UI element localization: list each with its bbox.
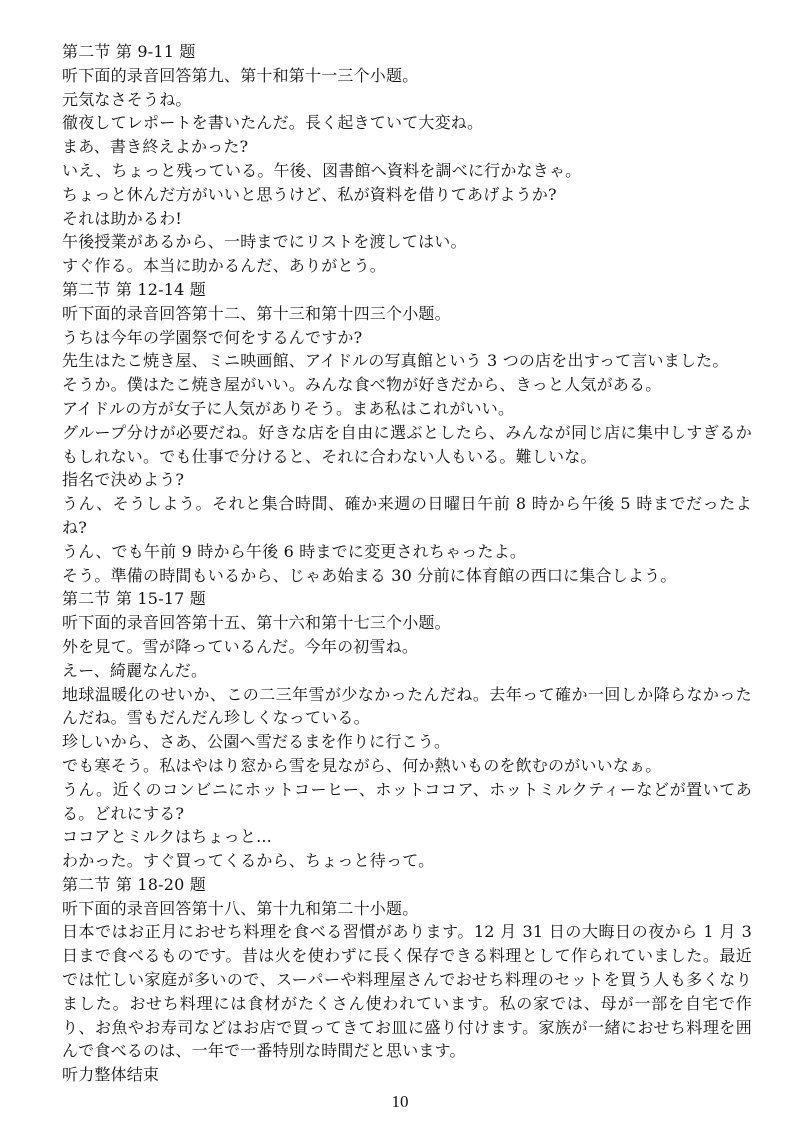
- section-heading: 第二节 第 18-20 题: [62, 874, 206, 894]
- dialogue-line: 珍しいから、さあ、公園へ雪だるまを作りに行こう。: [62, 732, 451, 752]
- dialogue-line: 地球温暖化のせいか、この二三年雪が少なかったんだね。去年って確か一回しか降らなかったんだね。雪もだんだん珍しくなっている。: [62, 684, 752, 728]
- dialogue-line: それは助かるわ!: [62, 208, 183, 228]
- dialogue-line: アイドルの方が女子に人気がありそう。まあ私はこれがいい。: [62, 398, 515, 418]
- section-instruction: 听下面的录音回答第十五、第十六和第十七三个小题。: [62, 613, 451, 633]
- page-number: 10: [391, 1092, 409, 1111]
- dialogue-line: うん、でも午前 9 時から午後 6 時までに変更されちゃったよ。: [62, 541, 527, 561]
- dialogue-line: そう。準備の時間もいるから、じゃあ始まる 30 分前に体育館の西口に集合しよう。: [62, 565, 677, 585]
- section-instruction: 听下面的录音回答第九、第十和第十一三个小题。: [62, 65, 419, 85]
- dialogue-line: うちは今年の学園祭で何をするんですか?: [62, 327, 363, 347]
- dialogue-line: えー、綺麗なんだ。: [62, 660, 208, 680]
- dialogue-line: そうか。僕はたこ焼き屋がいい。みんな食べ物が好きだから、きっと人気がある。: [62, 375, 662, 395]
- section-heading: 第二节 第 15-17 题: [62, 589, 206, 609]
- section-instruction: 听下面的录音回答第十二、第十三和第十四三个小题。: [62, 303, 451, 323]
- dialogue-line: ココアとミルクはちょっと...: [62, 827, 272, 847]
- section-15-17: [62, 587, 752, 873]
- dialogue-line: いえ、ちょっと残っている。午後、図書館へ資料を調べに行かなきゃ。: [62, 160, 582, 180]
- dialogue-line: グループ分けが必要だね。好きな店を自由に選ぶとしたら、みんなが同じ店に集中しすぎるかもしれない。でも仕事で分けると、それに合わない人もいる。難しいな。: [62, 422, 752, 466]
- section-instruction: 听下面的录音回答第十八、第十九和第二十小题。: [62, 898, 419, 918]
- dialogue-line: 指名で決めよう?: [62, 470, 185, 490]
- end-text: 听力整体结束: [62, 1065, 160, 1085]
- dialogue-line: すぐ作る。本当に助かるんだ、ありがとう。: [62, 256, 387, 276]
- monologue-paragraph: 日本ではお正月におせち料理を食べる習慣があります。12 月 31 日の大晦日の夜から 1 月 3 日まで食べるものです。昔は火を使わずに長く保存できる料理として作られていました。最近では忙しい家庭が多いので、スーパーや料理屋さんでおせち料理のセットを買う人も多くなりました。おせち料理には食材がたくさん使われています。私の家では、母が一部を自宅で作り、お魚やお寿司などはお店で買ってきてお皿に盛り付けます。家族が一緒におせち料理を囲んで食べるのは、一年で一番特別な時間だと思います。: [62, 922, 752, 1061]
- dialogue-line: うん、そうしよう。それと集合時間、確か来週の日曜日午前 8 時から午後 5 時までだったよね?: [62, 494, 752, 537]
- dialogue-line: でも寒そう。私はやはり窓から雪を見ながら、何か熱いものを飲むのがいいなぁ。: [62, 755, 662, 775]
- section-heading: 第二节 第 12-14 题: [62, 279, 206, 299]
- dialogue-line: 午後授業があるから、一時までにリストを渡してはい。: [62, 232, 467, 252]
- section-18-20: [62, 873, 752, 1063]
- section-12-14: [62, 278, 752, 587]
- dialogue-line: 先生はたこ焼き屋、ミニ映画館、アイドルの写真館という 3 つの店を出すって言いました。: [62, 351, 729, 371]
- dialogue-line: 徹夜してレポートを書いたんだ。長く起きていて大変ね。: [62, 113, 484, 133]
- dialogue-line: 元気なさそうね。: [62, 89, 192, 109]
- section-9-11: [62, 40, 752, 278]
- dialogue-line: うん。近くのコンビニにホットコーヒー、ホットココア、ホットミルクティーなどが置いてある。どれにする?: [62, 779, 752, 823]
- dialogue-line: わかった。すぐ買ってくるから、ちょっと待って。: [62, 851, 435, 871]
- dialogue-line: まあ、書き終えよかった?: [62, 137, 249, 157]
- page-content: [62, 40, 752, 1087]
- dialogue-line: ちょっと休んだ方がいいと思うけど、私が資料を借りてあげようか?: [62, 184, 557, 204]
- dialogue-line: 外を見て。雪が降っているんだ。今年の初雪ね。: [62, 636, 419, 656]
- section-heading: 第二节 第 9-11 题: [62, 42, 196, 61]
